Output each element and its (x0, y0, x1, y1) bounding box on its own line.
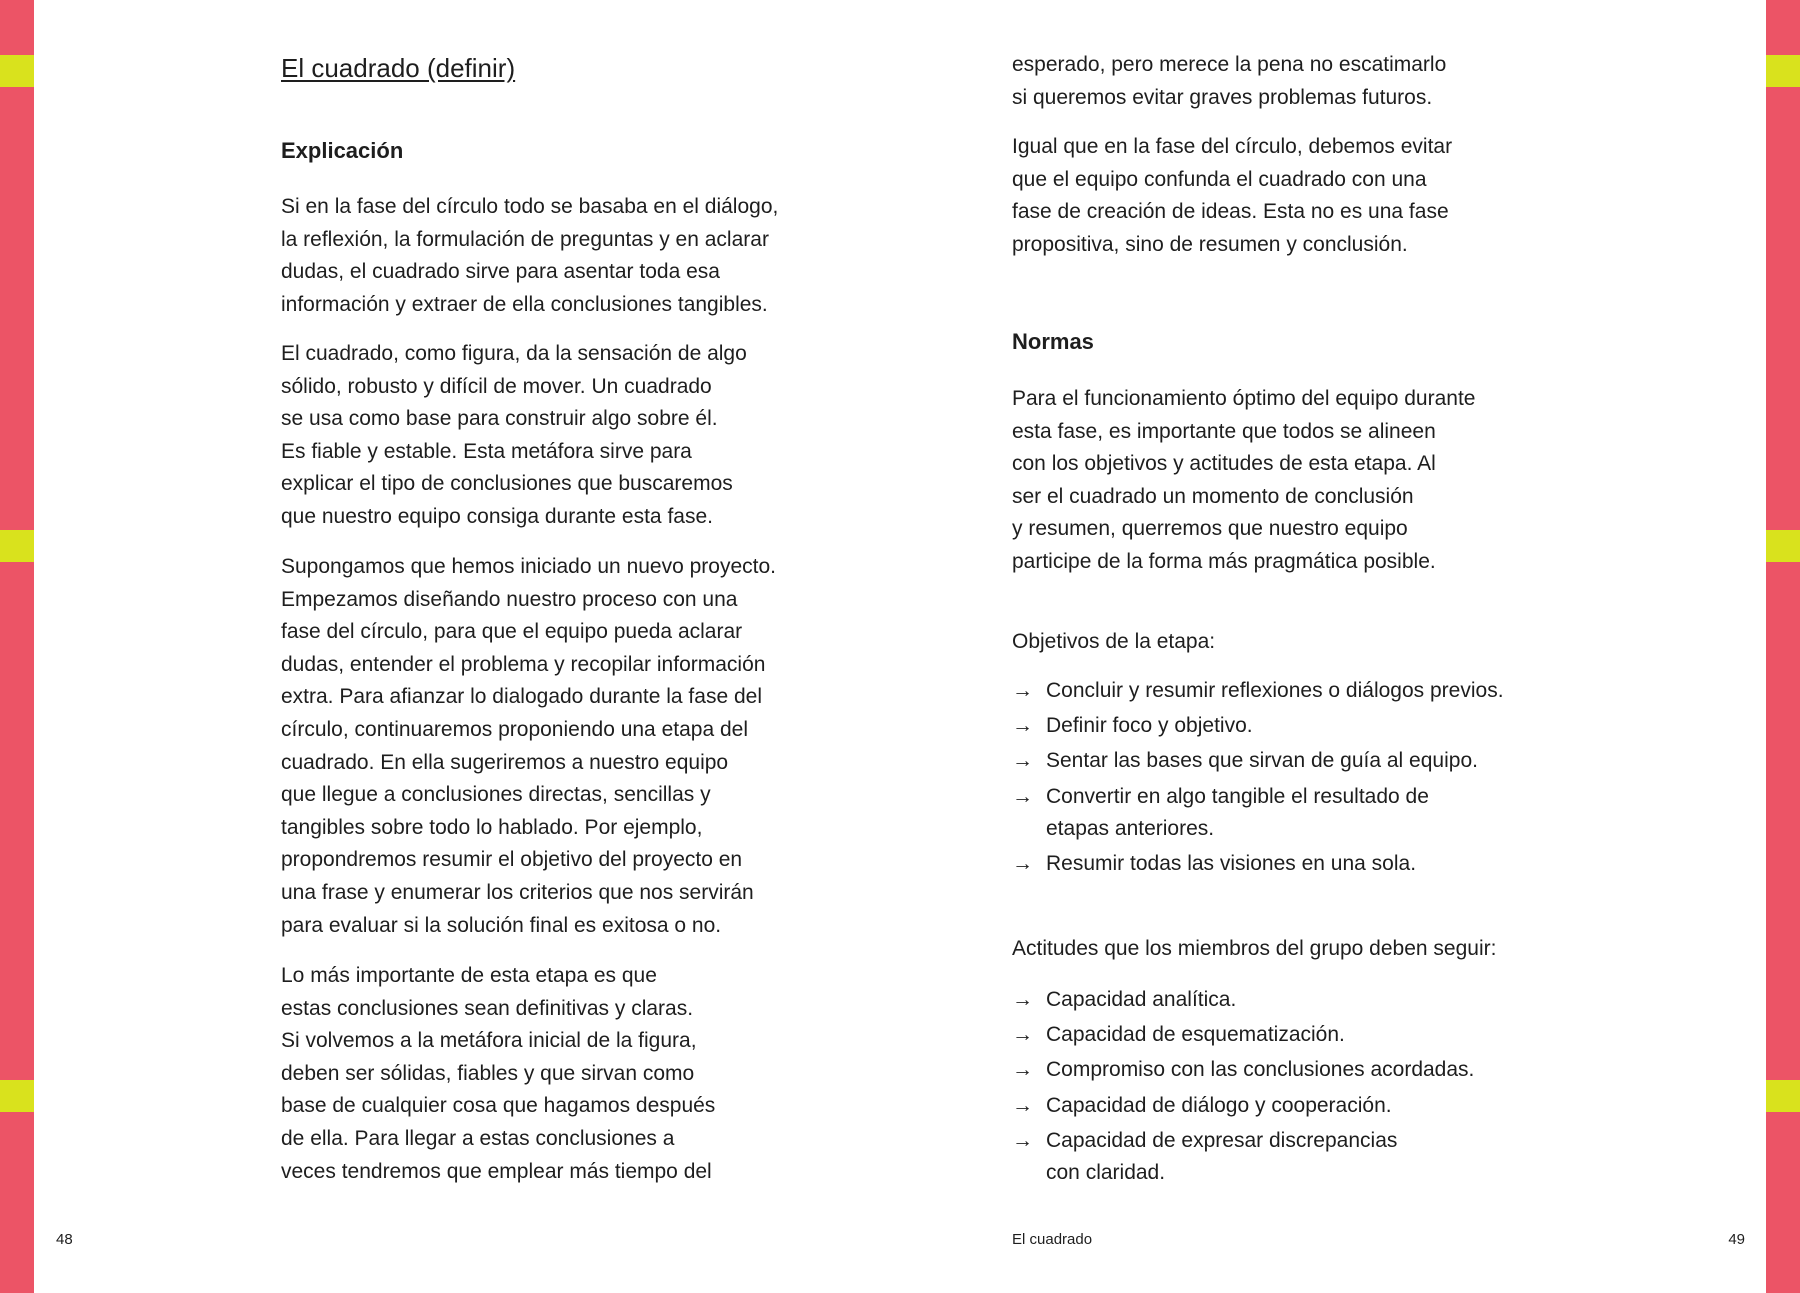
paragraph (281, 191, 821, 321)
edge-mark (1766, 1080, 1800, 1112)
page-title: El cuadrado (definir) (281, 53, 516, 83)
arrow-right-icon: → (1012, 1093, 1033, 1117)
left-edge-band (0, 0, 34, 1293)
paragraph-text: El cuadrado, como figura, da la sensación de algo sólido, robusto y difícil de mover. Un cuadrado se usa como base para construir algo sobre él. Es fiable y estable. Esta metáfora sirve para explicar el tipo de conclusiones que buscaremos que nuestro equipo consiga durante esta fase. (281, 342, 747, 528)
arrow-right-icon: → (1012, 679, 1033, 702)
list-item (1012, 848, 1572, 881)
arrow-right-icon: → (1012, 714, 1033, 738)
paragraph-text: Para el funcionamiento óptimo del equipo durante esta fase, es importante que todos se alineen con los objetivos y actitudes de esta etapa. Al ser el cuadrado un momento de conclusión y resumen, querremos que nuestro equipo participe de la forma más pragmática posible. (1012, 387, 1476, 573)
list-item (1012, 781, 1572, 846)
paragraph (1012, 131, 1572, 261)
list-item (1012, 984, 1572, 1017)
list-item (1012, 1019, 1572, 1052)
attitudes-title: Actitudes que los miembros del grupo deben seguir: (1012, 937, 1497, 960)
list-item-text: Sentar las bases que sirvan de guía al equipo. (1046, 749, 1478, 773)
list-item (1012, 1054, 1572, 1087)
objectives-list (1012, 675, 1572, 881)
paragraph-text: Si en la fase del círculo todo se basaba en el diálogo, la reflexión, la formulación de preguntas y en aclarar dudas, el cuadrado sirve para asentar toda esa información y extraer de ella conclusiones tangibles. (281, 195, 779, 316)
section-heading-explicacion: Explicación (281, 138, 404, 163)
page-number-right: 49 (1728, 1231, 1745, 1248)
list-item (1012, 710, 1572, 743)
edge-mark (0, 1080, 34, 1112)
list-item (1012, 1125, 1572, 1190)
list-item (1012, 675, 1572, 708)
paragraph-text: Igual que en la fase del círculo, debemos evitar que el equipo confunda el cuadrado con una fase de creación de ideas. Esta no es una fase propositiva, sino de resumen y conclusión. (1012, 135, 1453, 256)
arrow-right-icon: → (1012, 784, 1033, 808)
paragraph (281, 338, 821, 534)
list-item (1012, 1090, 1572, 1123)
list-item-text: Definir foco y objetivo. (1046, 714, 1253, 738)
objectives-title: Objetivos de la etapa: (1012, 630, 1216, 653)
page-number-left: 48 (56, 1231, 73, 1248)
section-heading-normas: Normas (1012, 329, 1094, 354)
arrow-right-icon: → (1012, 1023, 1033, 1047)
list-item (1012, 745, 1572, 778)
edge-mark (1766, 530, 1800, 562)
objectives-list-wrap (1012, 675, 1572, 884)
list-item-text: Capacidad de diálogo y cooperación. (1046, 1093, 1392, 1117)
running-footer: El cuadrado (1012, 1231, 1093, 1248)
arrow-right-icon: → (1012, 749, 1033, 773)
edge-mark (1766, 55, 1800, 87)
attitudes-list (1012, 984, 1572, 1190)
paragraph-text: esperado, pero merece la pena no escatimarlo si queremos evitar graves problemas futuros. (1012, 53, 1447, 109)
paragraph (1012, 49, 1572, 114)
arrow-right-icon: → (1012, 1128, 1033, 1152)
edge-mark (0, 55, 34, 87)
attitudes-list-wrap (1012, 984, 1572, 1193)
arrow-right-icon: → (1012, 988, 1033, 1011)
edge-mark (0, 530, 34, 562)
list-item-text: Capacidad de expresar discrepancias con claridad. (1046, 1128, 1398, 1185)
list-item-text: Concluir y resumir reflexiones o diálogos previos. (1046, 679, 1504, 702)
right-edge-band (1766, 0, 1800, 1293)
list-item-text: Resumir todas las visiones en una sola. (1046, 852, 1417, 876)
list-item-text: Capacidad analítica. (1046, 988, 1237, 1011)
list-item-text: Convertir en algo tangible el resultado de etapas anteriores. (1046, 784, 1429, 841)
list-item-text: Compromiso con las conclusiones acordadas. (1046, 1058, 1475, 1082)
arrow-right-icon: → (1012, 1058, 1033, 1082)
list-item-text: Capacidad de esquematización. (1046, 1023, 1345, 1047)
arrow-right-icon: → (1012, 852, 1033, 876)
paragraph-text: Lo más importante de esta etapa es que estas conclusiones sean definitivas y claras. Si volvemos a la metáfora inicial de la figura, deben ser sólidas, fiables y que sirvan como base de cualquier cosa que hagamos después de ella. Para llegar a estas conclusiones a veces tendremos que emplear más tiempo del (281, 964, 716, 1183)
paragraph (281, 551, 821, 942)
paragraph-text: Supongamos que hemos iniciado un nuevo proyecto. Empezamos diseñando nuestro proceso con una fase del círculo, para que el equipo pueda aclarar dudas, entender el problema y recopilar información extra. Para afianzar lo dialogado durante la fase del círculo, continuaremos proponiendo una etapa del cuadrado. En ella sugeriremos a nuestro equipo que llegue a conclusiones directas, sencillas y tangibles sobre todo lo hablado. Por ejemplo, propondremos resumir el objetivo del proyecto en una frase y enumerar los criterios que nos servirán para evaluar si la solución final es exitosa o no. (281, 555, 776, 937)
paragraph (1012, 383, 1572, 579)
paragraph (281, 960, 821, 1188)
